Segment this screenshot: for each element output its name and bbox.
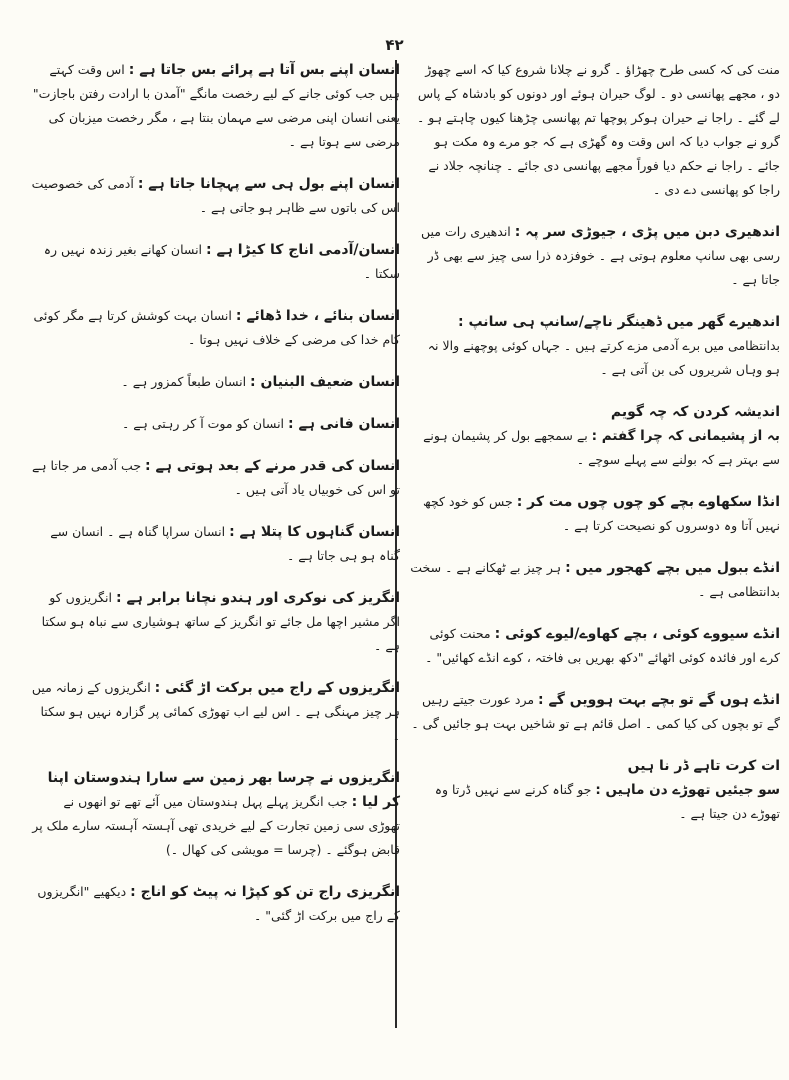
entry — [30, 676, 400, 748]
right-column — [410, 58, 780, 844]
entry-sub-headword: بہ از پشیمانی کہ چرا گفتم : — [591, 428, 780, 444]
entry — [410, 310, 780, 382]
entry-subline — [410, 424, 780, 472]
entry — [30, 304, 400, 352]
entry-body: انسان بہت کوشش کرتا ہے مگر کوئی کام خدا کی مرضی کے خلاف نہیں ہوتا ۔ — [33, 308, 400, 347]
entry — [30, 412, 400, 436]
entry — [30, 454, 400, 502]
entry-headword: انگریزوں کے راج میں برکت اڑ گئی : — [154, 680, 400, 696]
entry-body: انسان کھانے بغیر زندہ نہیں رہ سکتا ۔ — [43, 242, 400, 281]
left-column — [30, 58, 400, 946]
entry-subline — [410, 778, 780, 826]
entry — [410, 220, 780, 292]
entry-sub-headword: سو جیئیں تھوڑے دن ماہیں : — [595, 782, 780, 798]
entry — [30, 586, 400, 658]
entry-headword: انسان فانی ہے : — [288, 416, 400, 432]
entry — [410, 490, 780, 538]
entry-body: دیکھیے "انگریزوں کے راج میں برکت اڑ گئی" ۔ — [37, 884, 400, 923]
entry-body: ہر چیز بے ٹھکانے ہے ۔ سخت بدانتظامی ہے ۔ — [410, 560, 780, 599]
entry — [30, 58, 400, 154]
entry-body: محنت کوئی کرے اور فائدہ کوئی اٹھائے "دکھ بھریں بی فاختہ ، کوے انڈے کھائیں" ۔ — [425, 626, 780, 665]
entry — [410, 688, 780, 736]
entry-body: انگریزوں کے زمانہ میں ہر چیز مہنگی ہے ۔ اس لیے اب تھوڑی کمائی پر گزارہ نہیں ہو سکتا ۔ — [31, 680, 400, 743]
entry-headword: اندھیرے گھر میں ڈھینگر ناچے/سانپ ہی سانپ : — [458, 314, 780, 330]
entry-headword: انسان/آدمی اناج کا کیڑا ہے : — [206, 242, 400, 258]
entry-headword: انگریز کی نوکری اور ہندو نچانا برابر ہے : — [115, 590, 400, 606]
entry-headword: انسان کی قدر مرنے کے بعد ہوتی ہے : — [145, 458, 400, 474]
entry-headword: اندھیری دبن میں پڑی ، جیوڑی سر پہ : — [514, 224, 780, 240]
entry — [30, 880, 400, 928]
entry-headword: انگریزی راج تن کو کپڑا نہ پیٹ کو اناج : — [130, 884, 400, 900]
entry-body: منت کی کہ کسی طرح چھڑاؤ ۔ گرو نے چلانا شروع کیا کہ اسے چھوڑ دو ، مجھے پھانسی دو ۔ لوگ حیران ہوئے اور دونوں کو بادشاہ کے پاس لے گئے ۔ راجا نے حیران ہوکر پوچھا تم پھانسی چڑھنا کیوں چاہتے ہو ۔ گرو نے جواب دیا کہ اس وقت وہ گھڑی ہے کہ جو مرے وہ مکت ہو جائے ۔ راجا نے حکم دیا فوراً مجھے پھانسی دی جائے ۔ چنانچہ جلاد نے راجا کو پھانسی دے دی ۔ — [416, 62, 780, 197]
entry-headword: ات کرت تاہے ڈر نا ہیں — [627, 758, 780, 774]
entry-headword: انڈے سیووے کوئی ، بچے کھاوے/لیوے کوئی : — [494, 626, 780, 642]
entry-body: انسان کو موت آ کر رہتی ہے ۔ — [121, 416, 285, 431]
entry-headword: انسان اپنے بول ہی سے پہچانا جاتا ہے : — [137, 176, 400, 192]
entry-body: انسان سراپا گناہ ہے ۔ انسان سے گناہ ہو ہی جاتا ہے ۔ — [50, 524, 400, 563]
entry-headword: انڈا سکھاوے بچے کو چوں چوں مت کر : — [516, 494, 780, 510]
entry-body: جس کو خود کچھ نہیں آتا وہ دوسروں کو نصیحت کرتا ہے ۔ — [423, 494, 780, 533]
entry-body: اندھیری رات میں رسی بھی سانپ معلوم ہوتی ہے ۔ خوفزدہ ذرا سی چیز سے بھی ڈر جاتا ہے ۔ — [421, 224, 780, 287]
entry-headword: اندیشہ کردن کہ چہ گویم — [610, 404, 780, 420]
page-number: ۴۲ — [385, 36, 404, 54]
entry-body: جب آدمی مر جاتا ہے تو اس کی خوبیاں یاد آتی ہیں ۔ — [31, 458, 400, 497]
entry — [30, 238, 400, 286]
entry — [410, 556, 780, 604]
entry — [410, 754, 780, 826]
entry-body: اس وقت کہتے ہیں جب کوئی جانے کے لیے رخصت مانگے "آمدن با ارادت رفتن باجازت" یعنی انسان اپنی مرضی سے مہمان بنتا ہے ، مگر رخصت میزبان کی مرضی سے ہوتا ہے ۔ — [32, 62, 400, 149]
entry — [30, 766, 400, 862]
entry-body: جو گناہ کرنے سے نہیں ڈرتا وہ تھوڑے دن جیتا ہے ۔ — [434, 782, 780, 821]
entry-headword: انسان ضعیف البنیان : — [250, 374, 400, 390]
entry-body: مرد عورت جیتے رہیں گے تو بچوں کی کیا کمی ۔ اصل قائم ہے تو شاخیں بہت ہو جائیں گی ۔ — [411, 692, 780, 731]
entry — [410, 622, 780, 670]
entry-body: انسان طبعاً کمزور ہے ۔ — [121, 374, 247, 389]
entry-headword: انگریزوں نے چرسا بھر زمین سے سارا ہندوستان اپنا کر لیا : — [47, 770, 400, 810]
entry — [30, 370, 400, 394]
entry-body: بے سمجھے بول کر پشیمان ہونے سے بہتر ہے کہ بولنے سے پہلے سوچے ۔ — [423, 428, 780, 467]
entry — [30, 520, 400, 568]
entry-headword: انڈے ہوں گے تو بچے بہت ہوویں گے : — [538, 692, 780, 708]
entry-headword: انڈے ببول میں بچے کھجور میں : — [565, 560, 780, 576]
entry — [30, 172, 400, 220]
entry — [410, 400, 780, 472]
entry-headword: انسان بنائے ، خدا ڈھائے : — [235, 308, 400, 324]
entry-headword: انسان گناہوں کا پتلا ہے : — [229, 524, 400, 540]
entry-body: بدانتظامی میں برے آدمی مزے کرتے ہیں ۔ جہاں کوئی پوچھنے والا نہ ہو وہاں شریروں کی بن آتی ہے ۔ — [427, 338, 780, 377]
entry — [410, 58, 780, 202]
entry-body: انگریزوں کو اگر مشیر اچھا مل جائے تو انگریز کے ساتھ ہوشیاری سے نباہ ہو سکتا ہے ۔ — [41, 590, 400, 653]
entry-headword: انسان اپنے بس آتا ہے پرائے بس جاتا ہے : — [128, 62, 400, 78]
entry-body: جب انگریز پہلے پہل ہندوستان میں آئے تھے تو انھوں نے تھوڑی سی زمین تجارت کے لیے خریدی تھی آہستہ آہستہ سارے ملک پر قابض ہوگئے ۔ (چرسا = مویشی کی کھال ۔) — [32, 794, 400, 857]
entry-body: آدمی کی خصوصیت اس کی باتوں سے ظاہر ہو جاتی ہے ۔ — [31, 176, 400, 215]
